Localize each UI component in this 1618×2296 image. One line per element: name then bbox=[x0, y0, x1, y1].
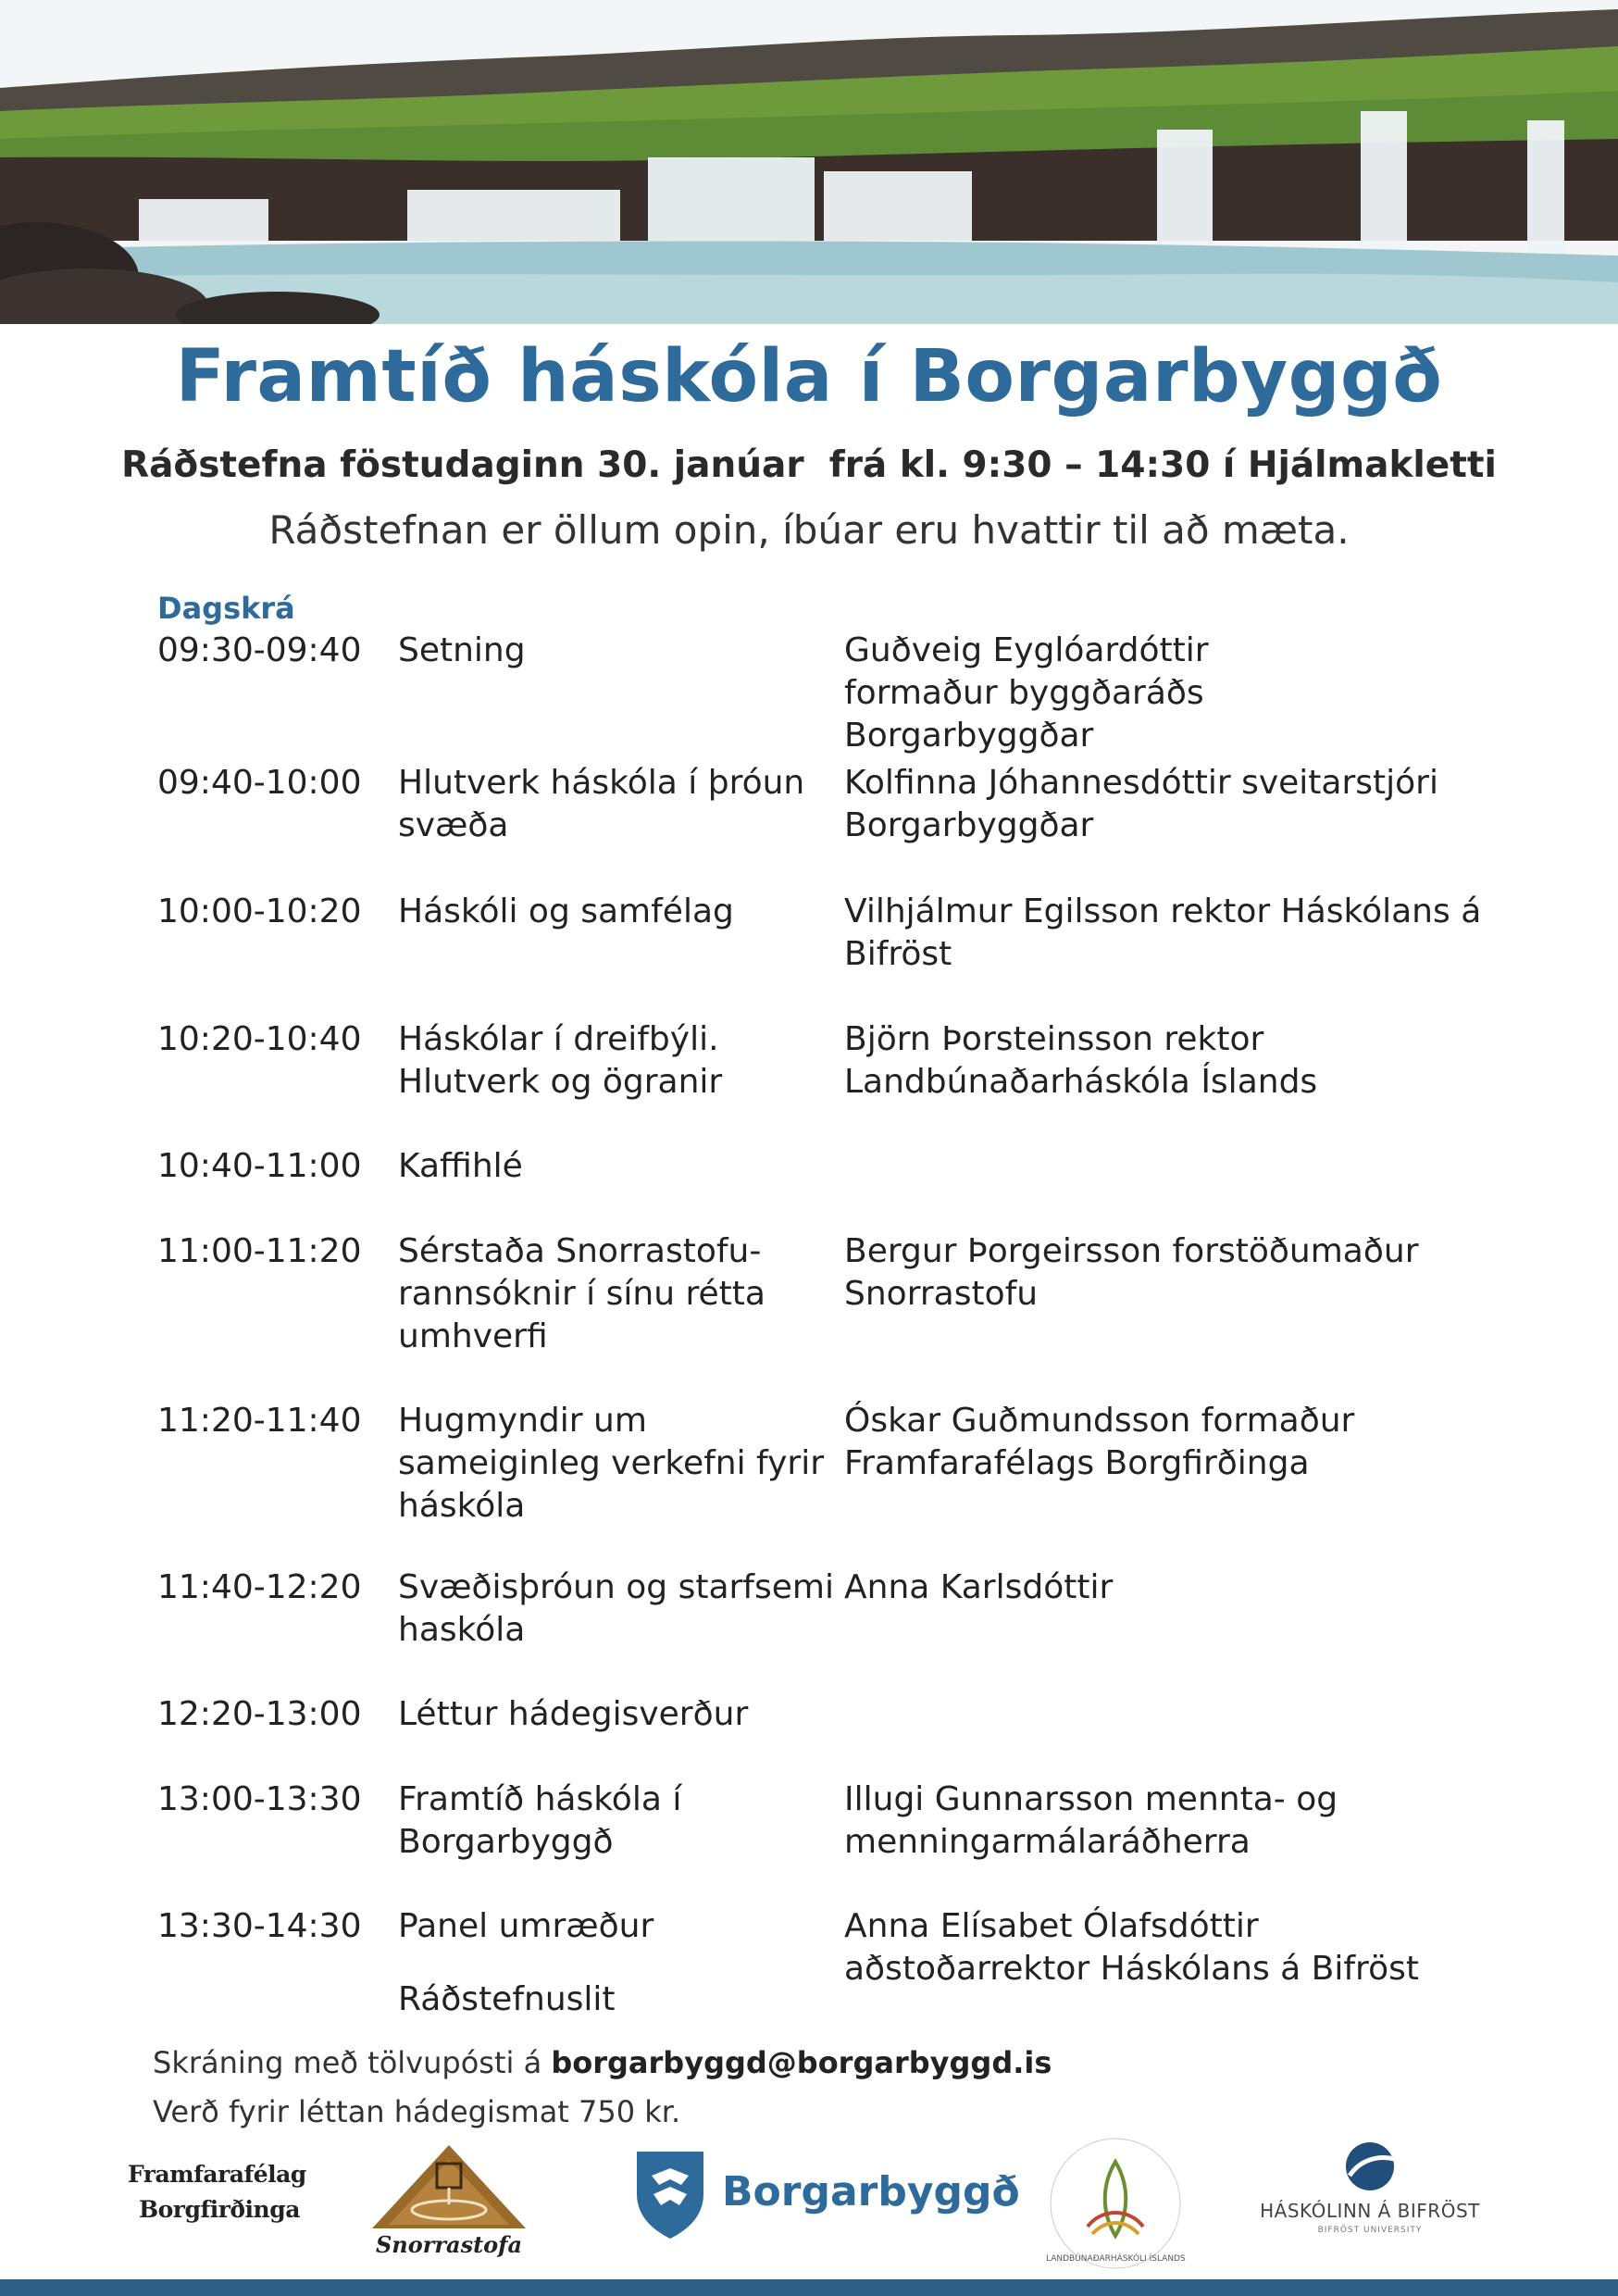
borgarbyggd-logo bbox=[633, 2148, 1020, 2250]
agenda-speaker: Guðveig Eyglóardóttir formaður byggðaráðs Borgarbyggðar bbox=[844, 631, 1209, 755]
agenda-topic: Hugmyndir um sameiginleg verkefni fyrir háskóla bbox=[398, 1402, 825, 1525]
agenda-speaker: Anna Karlsdóttir bbox=[844, 1568, 1114, 1606]
bifrost-logo bbox=[1259, 2139, 1481, 2250]
registration-email-link[interactable]: borgarbyggd@borgarbyggd.is bbox=[551, 2045, 1052, 2080]
snorrastofa-label: Snorrastofa bbox=[375, 2231, 523, 2258]
snorrastofa-emblem-icon bbox=[370, 2143, 528, 2231]
framfarafelag-line1: Framfarafélag bbox=[128, 2161, 306, 2188]
agenda-speaker: Bergur Þorgeirsson forstöðumaður Snorrastofu bbox=[844, 1232, 1419, 1313]
event-tagline: Ráðstefnan er öllum opin, íbúar eru hvattir til að mæta. bbox=[268, 507, 1350, 553]
agenda-time: 10:20-10:40 bbox=[157, 1020, 362, 1058]
agenda-time: 10:00-10:20 bbox=[157, 892, 362, 930]
agenda-topic: Panel umræður bbox=[398, 1907, 654, 1945]
agenda-speaker: Óskar Guðmundsson formaður Framfarafélags Borgfirðinga bbox=[844, 1402, 1355, 1482]
agenda-time: 11:40-12:20 bbox=[157, 1568, 362, 1606]
borgarbyggd-label: Borgarbyggð bbox=[722, 2168, 1020, 2215]
bifrost-label: HÁSKÓLINN Á BIFRÖST bbox=[1260, 2200, 1480, 2222]
agenda-time: 11:20-11:40 bbox=[157, 1402, 362, 1440]
agenda-time: 12:20-13:00 bbox=[157, 1695, 362, 1733]
framfarafelag-line2: Borgfirðinga bbox=[139, 2196, 300, 2223]
snorrastofa-logo bbox=[370, 2143, 528, 2258]
agenda-topic: Háskóli og samfélag bbox=[398, 892, 734, 930]
borgarbyggd-shield-icon bbox=[633, 2148, 707, 2240]
agenda-topic: Sérstaða Snorrastofu-rannsóknir í sínu rétta umhverfi bbox=[398, 1232, 765, 1355]
agenda-speaker: Anna Elísabet Ólafsdóttir aðstoðarrektor Háskólans á Bifröst bbox=[844, 1907, 1419, 1988]
waterfall-landscape-icon bbox=[0, 0, 1618, 324]
agenda-time: 09:30-09:40 bbox=[157, 631, 362, 669]
price-line: Verð fyrir léttan hádegismat 750 kr. bbox=[153, 2094, 681, 2129]
bottom-accent-bar bbox=[0, 2279, 1618, 2296]
agenda-time: 13:30-14:30 bbox=[157, 1907, 362, 1945]
agenda-heading: Dagskrá bbox=[157, 591, 295, 626]
agenda-topic: Léttur hádegisverður bbox=[398, 1695, 749, 1733]
registration-prefix: Skráning með tölvupósti á bbox=[153, 2045, 552, 2080]
agenda-topic: Háskólar í dreifbýli. Hlutverk og ögranir bbox=[398, 1020, 723, 1101]
agenda-topic: Framtíð háskóla í Borgarbyggð bbox=[398, 1780, 682, 1861]
lbhi-circle-emblem-icon bbox=[1046, 2134, 1185, 2273]
agenda-speaker: Illugi Gunnarsson mennta- og menningarmálaráðherra bbox=[844, 1780, 1338, 1861]
agenda-time: 13:00-13:30 bbox=[157, 1780, 362, 1818]
agenda-topic: Kaffihlé bbox=[398, 1147, 523, 1185]
agenda-speaker: Vilhjálmur Egilsson rektor Háskólans á Bifröst bbox=[844, 892, 1482, 973]
waterfall-banner-image bbox=[0, 0, 1618, 324]
agenda-topic: Setning bbox=[398, 631, 526, 669]
agenda-topic: Svæðisþróun og starfsemi haskóla bbox=[398, 1568, 834, 1649]
event-subtitle: Ráðstefna föstudaginn 30. janúar frá kl. 9:30 – 14:30 í Hjálmakletti bbox=[121, 444, 1497, 486]
bifrost-sublabel: BIFRÖST UNIVERSITY bbox=[1317, 2226, 1423, 2235]
lbhi-label: LANDBÚNAÐARHÁSKÓLI ÍSLANDS bbox=[1046, 2254, 1186, 2264]
registration-line bbox=[153, 2045, 1052, 2080]
agenda-speaker: Björn Þorsteinsson rektor Landbúnaðarháskóla Íslands bbox=[844, 1020, 1318, 1101]
agenda-topic: Ráðstefnuslit bbox=[398, 1980, 616, 2018]
agenda-speaker: Kolfinna Jóhannesdóttir sveitarstjóri Borgarbyggðar bbox=[844, 764, 1438, 844]
lbhi-logo bbox=[1046, 2134, 1185, 2273]
sponsor-logos bbox=[0, 2120, 1618, 2264]
bifrost-sphere-icon bbox=[1342, 2139, 1398, 2194]
agenda-time: 10:40-11:00 bbox=[157, 1147, 362, 1185]
agenda-topic: Hlutverk háskóla í þróun svæða bbox=[398, 764, 805, 844]
agenda-time: 11:00-11:20 bbox=[157, 1232, 362, 1270]
framfarafelag-logo bbox=[128, 2157, 306, 2227]
agenda-time: 09:40-10:00 bbox=[157, 764, 362, 802]
page-title: Framtíð háskóla í Borgarbyggð bbox=[175, 335, 1443, 418]
